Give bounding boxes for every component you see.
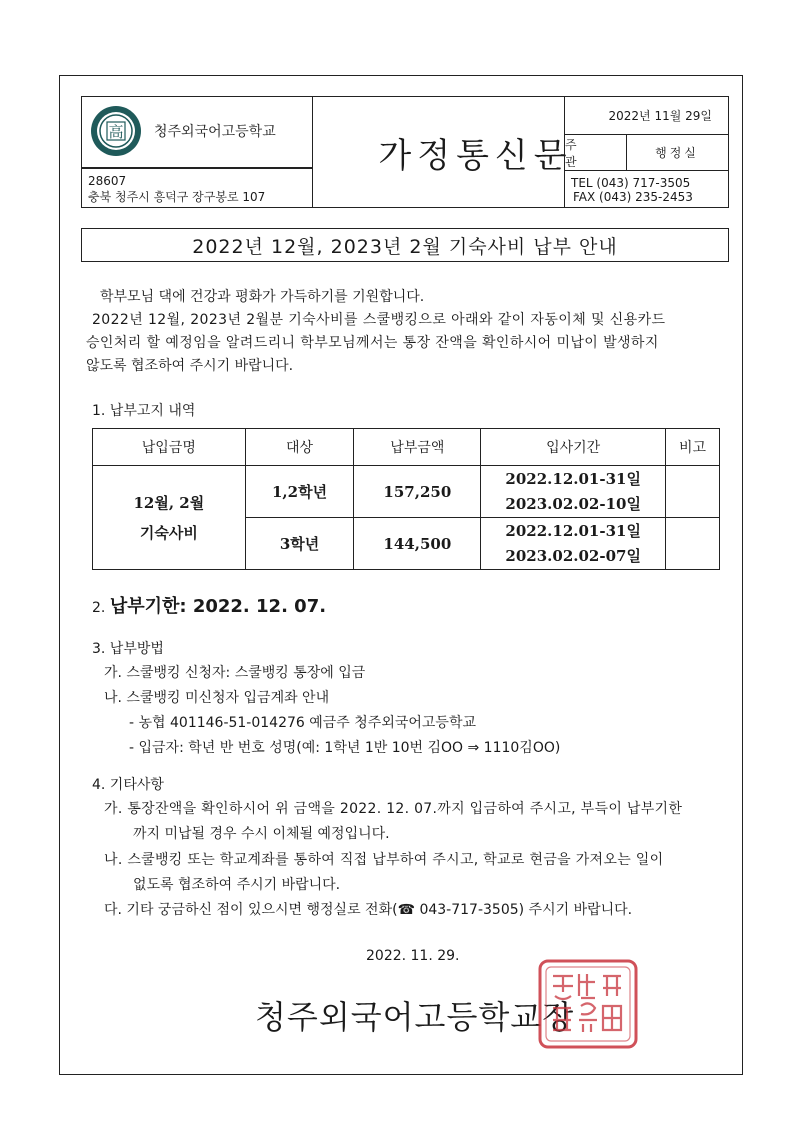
period-line: 2022.12.01-31일 <box>505 521 641 540</box>
period-line: 2022.12.01-31일 <box>505 469 641 488</box>
note-c: 다. 기타 궁금하신 점이 있으시면 행정실로 전화(☎ 043-717-3505) 주시기 바랍니다. <box>104 902 633 918</box>
note-a-line-2: 까지 미납될 경우 수시 이체될 예정입니다. <box>133 826 390 842</box>
item-name-cell <box>93 466 246 570</box>
department-row <box>565 135 728 171</box>
table-row <box>93 466 720 518</box>
subject-title: 2022년 12월, 2023년 2월 기숙사비 납부 안내 <box>81 228 729 262</box>
official-seal-icon <box>537 958 639 1050</box>
note-b-line-1: 나. 스쿨뱅킹 또는 학교계좌를 통하여 직접 납부하여 주시고, 학교로 현금을 가져오는 일이 <box>104 852 664 868</box>
table-header-row <box>93 429 720 466</box>
school-logo-icon <box>90 105 142 157</box>
bank-account: - 농협 401146-51-014276 예금주 청주외국어고등학교 <box>129 715 476 731</box>
address-cell <box>81 168 313 208</box>
period-cell <box>481 518 666 570</box>
logo-glyph: 高 <box>108 123 124 141</box>
col-header: 비고 <box>666 429 720 466</box>
postal-code: 28607 <box>88 174 127 188</box>
note-b-line-2: 없도록 협조하여 주시기 바랍니다. <box>133 877 341 893</box>
document-frame <box>59 75 743 1075</box>
section-3-title: 3. 납부방법 <box>92 641 164 657</box>
item-name-line-1: 12월, 2월 <box>133 493 205 512</box>
target-cell: 3학년 <box>245 518 354 570</box>
intro-line-1: 학부모님 댁에 건강과 평화가 가득하기를 기원합니다. <box>100 289 425 305</box>
col-header: 입사기간 <box>481 429 666 466</box>
intro-line-3: 승인처리 할 예정임을 알려드리니 학부모님께서는 통장 잔액을 확인하시어 미납이 발생하지 <box>86 335 659 351</box>
fee-table <box>92 428 720 570</box>
page-title: 가정통신문 <box>313 96 638 208</box>
contact-info <box>565 172 728 208</box>
amount-cell: 157,250 <box>354 466 481 518</box>
method-a: 가. 스쿨뱅킹 신청자: 스쿨뱅킹 통장에 입금 <box>104 665 366 681</box>
col-header: 납입금명 <box>93 429 246 466</box>
period-cell <box>481 466 666 518</box>
item-name-line-2: 기숙사비 <box>139 523 198 542</box>
letter-header <box>81 96 729 208</box>
issue-date: 2022년 11월 29일 <box>565 97 728 135</box>
period-line: 2023.02.02-07일 <box>505 546 641 565</box>
principal-signature: 청주외국어고등학교장 <box>255 998 575 1036</box>
depositor-format: - 입금자: 학년 반 번호 성명(예: 1학년 1반 10번 김OO ⇒ 1110김OO) <box>129 740 561 756</box>
note-cell <box>666 466 720 518</box>
section-2 <box>92 592 326 618</box>
fax-number: FAX (043) 235-2453 <box>573 190 693 204</box>
intro-line-2: 2022년 12월, 2023년 2월분 기숙사비를 스쿨뱅킹으로 아래와 같이 자동이체 및 신용카드 <box>92 312 666 328</box>
intro-paragraph <box>86 286 732 378</box>
school-name: 청주외국어고등학교 <box>154 124 276 140</box>
department-label: 주 관 <box>565 135 627 170</box>
note-cell <box>666 518 720 570</box>
school-cell <box>81 96 313 168</box>
period-line: 2023.02.02-10일 <box>505 494 641 513</box>
footer-date: 2022. 11. 29. <box>366 948 460 964</box>
col-header: 대상 <box>245 429 354 466</box>
method-b: 나. 스쿨뱅킹 미신청자 입금계좌 안내 <box>104 690 330 706</box>
department-value: 행정실 <box>655 146 699 160</box>
note-a-line-1: 가. 통장잔액을 확인하시어 위 금액을 2022. 12. 07.까지 입금하여 주시고, 부득이 납부기한 <box>104 801 683 817</box>
school-address: 충북 청주시 흥덕구 장구봉로 107 <box>88 190 266 204</box>
tel-number: TEL (043) 717-3505 <box>571 176 691 190</box>
section-4-title: 4. 기타사항 <box>92 777 164 793</box>
header-info-box <box>564 96 729 208</box>
col-header: 납부금액 <box>354 429 481 466</box>
section-1-title: 1. 납부고지 내역 <box>92 403 196 419</box>
intro-line-4: 않도록 협조하여 주시기 바랍니다. <box>86 358 294 374</box>
section-2-number: 2. <box>92 600 106 616</box>
target-cell: 1,2학년 <box>245 466 354 518</box>
payment-deadline: 납부기한: 2022. 12. 07. <box>109 596 327 617</box>
amount-cell: 144,500 <box>354 518 481 570</box>
